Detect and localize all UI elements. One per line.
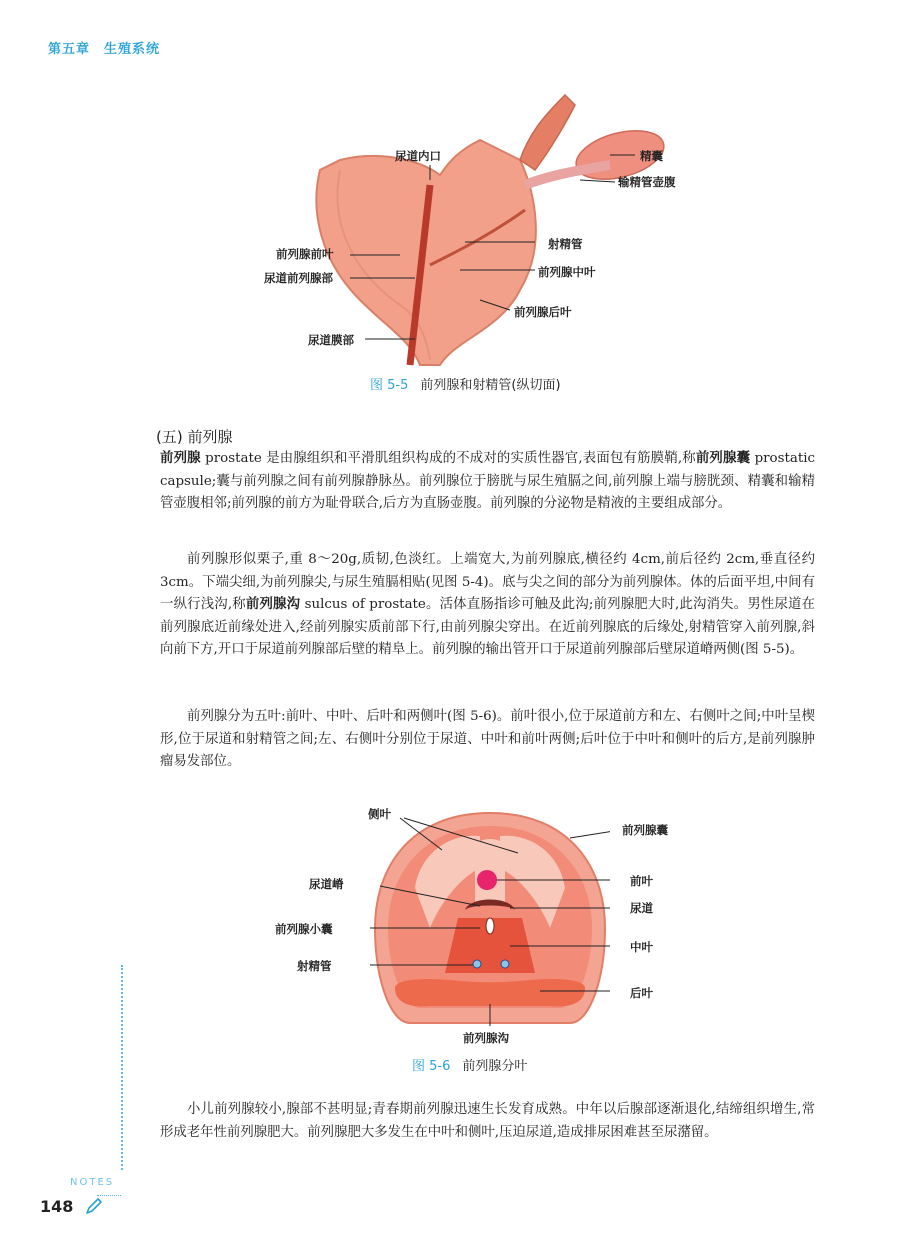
prostate-longitudinal-illustration xyxy=(280,90,700,370)
label-prostatic-urethra: 尿道前列腺部 xyxy=(264,271,333,285)
notes-label: NOTES xyxy=(70,1177,115,1188)
paragraph-4: 小儿前列腺较小,腺部不甚明显;青春期前列腺迅速生长发育成熟。中年以后腺部逐渐退化,结缔组织增生,常形成老年性前列腺肥大。前列腺肥大多发生在中叶和侧叶,压迫尿道,造成排尿困难甚至尿潴留。 xyxy=(160,1102,815,1140)
chapter-header: 第五章 生殖系统 xyxy=(48,42,161,57)
label-posterior-lobe: 前列腺后叶 xyxy=(514,305,572,319)
paragraph-3: 前列腺分为五叶:前叶、中叶、后叶和两侧叶(图 5-6)。前叶很小,位于尿道前方和左、右侧叶之间;中叶呈楔形,位于尿道和射精管之间;左、右侧叶分别位于尿道、中叶和前叶两侧;后叶位于中叶和侧叶的后方,是前列腺肿瘤易发部位。 xyxy=(160,709,815,769)
figure-number-2: 图 5-6 xyxy=(412,1059,451,1074)
label-urethral-crest: 尿道嵴 xyxy=(309,877,344,891)
label-ampulla: 输精管壶腹 xyxy=(618,175,676,189)
p2-text-b: sulcus of prostate。活体直肠指诊可触及此沟;前列腺肥大时,此沟消失。男性尿道在前列腺底近前缘处进入,经前列腺实质前部下行,由前列腺尖穿出。在近前列腺底的后缘处,射精管穿入前列腺,斜向前下方,开口于尿道前列腺部后壁的精阜上。前列腺的输出管开口于尿道前列腺部后壁尿道嵴两侧(图 5-5)。 xyxy=(160,597,816,657)
paragraph-2 xyxy=(160,549,815,662)
label-lateral-lobe: 侧叶 xyxy=(368,807,391,821)
label-membranous-urethra: 尿道膜部 xyxy=(308,333,354,347)
p2-text-a: 前列腺形似栗子,重 8～20g,质韧,色淡红。上端宽大,为前列腺底,横径约 4cm,前后径约 2cm,垂直径约 3cm。下端尖细,为前列腺尖,与尿生殖膈相贴(见图 5-4)。底与尖之间的部分为前列腺体。体的后面平坦,中间有一纵行浅沟,称 xyxy=(160,552,815,612)
figure-5-6-caption xyxy=(412,1055,527,1074)
pencil-icon xyxy=(84,1196,104,1216)
label-urethra-inner-opening: 尿道内口 xyxy=(395,149,441,163)
p1-text-a: prostate 是由腺组织和平滑肌组织构成的不成对的实质性器官,表面包有筋膜鞘,称 xyxy=(200,451,696,466)
notes-margin-line xyxy=(121,965,123,1170)
keyword-sulcus: 前列腺沟 xyxy=(245,597,301,612)
figure-title: 前列腺和射精管(纵切面) xyxy=(420,378,561,393)
label-anterior-lobe-2: 前叶 xyxy=(630,874,653,888)
label-middle-lobe-2: 中叶 xyxy=(630,940,653,954)
prostate-lobes-illustration xyxy=(370,808,610,1028)
label-posterior-lobe-2: 后叶 xyxy=(630,986,653,1000)
section-title: (五) 前列腺 xyxy=(156,428,233,446)
figure-number: 图 5-5 xyxy=(370,378,409,393)
p1-text-b: prostatic capsule;囊与前列腺之间有前列腺静脉丛。前列腺位于膀胱与尿生殖膈之间,前列腺上端与膀胱颈、精囊和输精管壶腹相邻;前列腺的前方为耻骨联合,后方为直肠壶腹。前列腺的分泌物是精液的主要组成部分。 xyxy=(160,451,816,511)
label-utricle: 前列腺小囊 xyxy=(275,922,333,936)
label-ejaculatory-duct: 射精管 xyxy=(548,237,583,251)
label-seminal-vesicle: 精囊 xyxy=(640,149,663,163)
label-urethra: 尿道 xyxy=(630,901,653,915)
label-ejaculatory-duct-2: 射精管 xyxy=(297,959,332,973)
keyword-prostate: 前列腺 xyxy=(160,451,201,466)
label-capsule: 前列腺囊 xyxy=(622,823,668,837)
page-number: 148 xyxy=(40,1197,74,1216)
label-sulcus: 前列腺沟 xyxy=(463,1031,509,1045)
paragraph-1 xyxy=(160,448,815,516)
keyword-capsule: 前列腺囊 xyxy=(695,451,751,466)
figure-5-5-caption xyxy=(370,374,561,393)
label-middle-lobe: 前列腺中叶 xyxy=(538,265,596,279)
label-anterior-lobe: 前列腺前叶 xyxy=(276,247,334,261)
figure-title-2: 前列腺分叶 xyxy=(462,1059,528,1074)
